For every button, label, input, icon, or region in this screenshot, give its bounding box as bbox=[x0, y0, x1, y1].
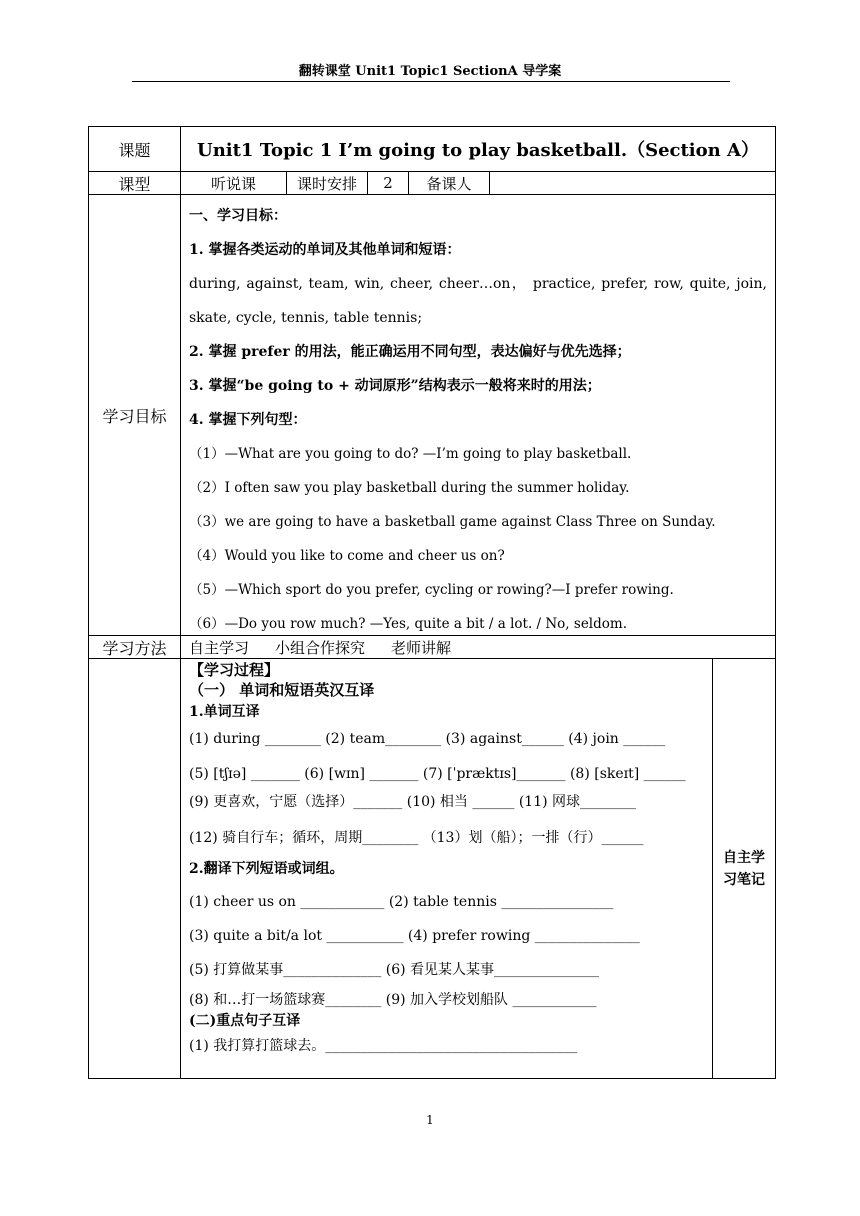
process-row bbox=[88, 659, 776, 1079]
goals-content bbox=[181, 195, 775, 635]
notes-label: 自主学习笔记 bbox=[723, 849, 765, 888]
hours-label: 课时安排 bbox=[287, 172, 368, 194]
type-info bbox=[181, 172, 775, 194]
method-item: 老师讲解 bbox=[391, 638, 452, 657]
sentence-line: (1) 我打算打篮球去。____________________________________ bbox=[189, 1038, 578, 1054]
preparer-label: 备课人 bbox=[409, 172, 490, 194]
words-heading: 1.单词互译 bbox=[189, 704, 260, 720]
sentence-item: （2）I often saw you play basketball during the summer holiday. bbox=[189, 480, 630, 496]
goal-4: 4. 掌握下列句型： bbox=[189, 412, 307, 428]
method-row bbox=[88, 636, 776, 659]
page-header: 翻转课堂 Unit1 Topic1 SectionA 导学案 bbox=[298, 64, 562, 79]
goals-heading: 一、学习目标： bbox=[189, 208, 287, 224]
words-line: (1) during ________ (2) team________ (3) against______ (4) join ______ bbox=[189, 731, 666, 747]
header-rule bbox=[132, 81, 730, 82]
goals-label: 学习目标 bbox=[89, 195, 181, 635]
type-label: 课型 bbox=[89, 172, 181, 194]
page-number: 1 bbox=[426, 1113, 434, 1127]
phrases-line: (3) quite a bit/a lot ___________ (4) prefer rowing _______________ bbox=[189, 928, 640, 944]
hours-value: 2 bbox=[368, 172, 409, 194]
goal-1-words-a: during, against, team, win, cheer, cheer…on， practice, prefer, row, quite, join, bbox=[189, 276, 767, 292]
goal-1: 1. 掌握各类运动的单词及其他单词和短语： bbox=[189, 242, 461, 258]
goals-row bbox=[88, 195, 776, 636]
words-line: (5) [tʃɪə] _______ (6) [wɪn] _______ (7) [ˈpræktɪs]_______ (8) [skeɪt] ______ bbox=[189, 766, 686, 782]
method-item: 小组合作探究 bbox=[275, 638, 366, 657]
goal-1-words-b: skate, cycle, tennis, table tennis; bbox=[189, 310, 423, 326]
words-line: (9) 更喜欢，宁愿（选择）_______ (10) 相当 ______ (11) 网球________ bbox=[189, 794, 637, 810]
words-line: (12) 骑自行车；循环，周期________ （13）划（船）；一排（行）______ bbox=[189, 830, 644, 846]
goal-3: 3. 掌握“be going to + 动词原形”结构表示一般将来时的用法； bbox=[189, 378, 601, 394]
process-heading: 【学习过程】 bbox=[189, 661, 280, 679]
sentence-item: （4）Would you like to come and cheer us on? bbox=[189, 548, 505, 564]
sentence-item: （3）we are going to have a basketball game against Class Three on Sunday. bbox=[189, 514, 716, 530]
phrases-line: (1) cheer us on ____________ (2) table tennis ________________ bbox=[189, 894, 614, 910]
topic-row bbox=[88, 126, 776, 172]
part1-heading: （一） 单词和短语英汉互译 bbox=[189, 681, 375, 699]
goal-2: 2. 掌握 prefer 的用法，能正确运用不同句型，表达偏好与优先选择； bbox=[189, 344, 631, 360]
sentence-item: （1）—What are you going to do? —I’m going to play basketball. bbox=[189, 446, 632, 462]
phrases-line: (5) 打算做某事______________ (6) 看见某人某事_______________ bbox=[189, 962, 600, 978]
method-label: 学习方法 bbox=[89, 636, 181, 658]
topic-label: 课题 bbox=[89, 127, 181, 171]
sentence-item: （5）—Which sport do you prefer, cycling or rowing?—I prefer rowing. bbox=[189, 582, 674, 598]
method-item: 自主学习 bbox=[189, 638, 250, 657]
process-body bbox=[181, 659, 713, 1078]
part2-heading: (二)重点句子互译 bbox=[189, 1013, 301, 1029]
process-content bbox=[181, 659, 775, 1078]
process-label-cell bbox=[89, 659, 181, 1078]
lesson-table bbox=[88, 126, 776, 1079]
methods bbox=[181, 636, 775, 658]
phrases-line: (8) 和…打一场篮球赛________ (9) 加入学校划船队 ____________ bbox=[189, 992, 597, 1008]
type-row bbox=[88, 172, 776, 195]
topic-title: Unit1 Topic 1 I’m going to play basketball.（Section A） bbox=[197, 140, 759, 161]
phrases-heading: 2.翻译下列短语或词组。 bbox=[189, 861, 344, 877]
preparer-value bbox=[490, 172, 775, 194]
sentence-item: （6）—Do you row much? —Yes, quite a bit / a lot. / No, seldom. bbox=[189, 616, 627, 632]
type-value: 听说课 bbox=[181, 172, 287, 194]
